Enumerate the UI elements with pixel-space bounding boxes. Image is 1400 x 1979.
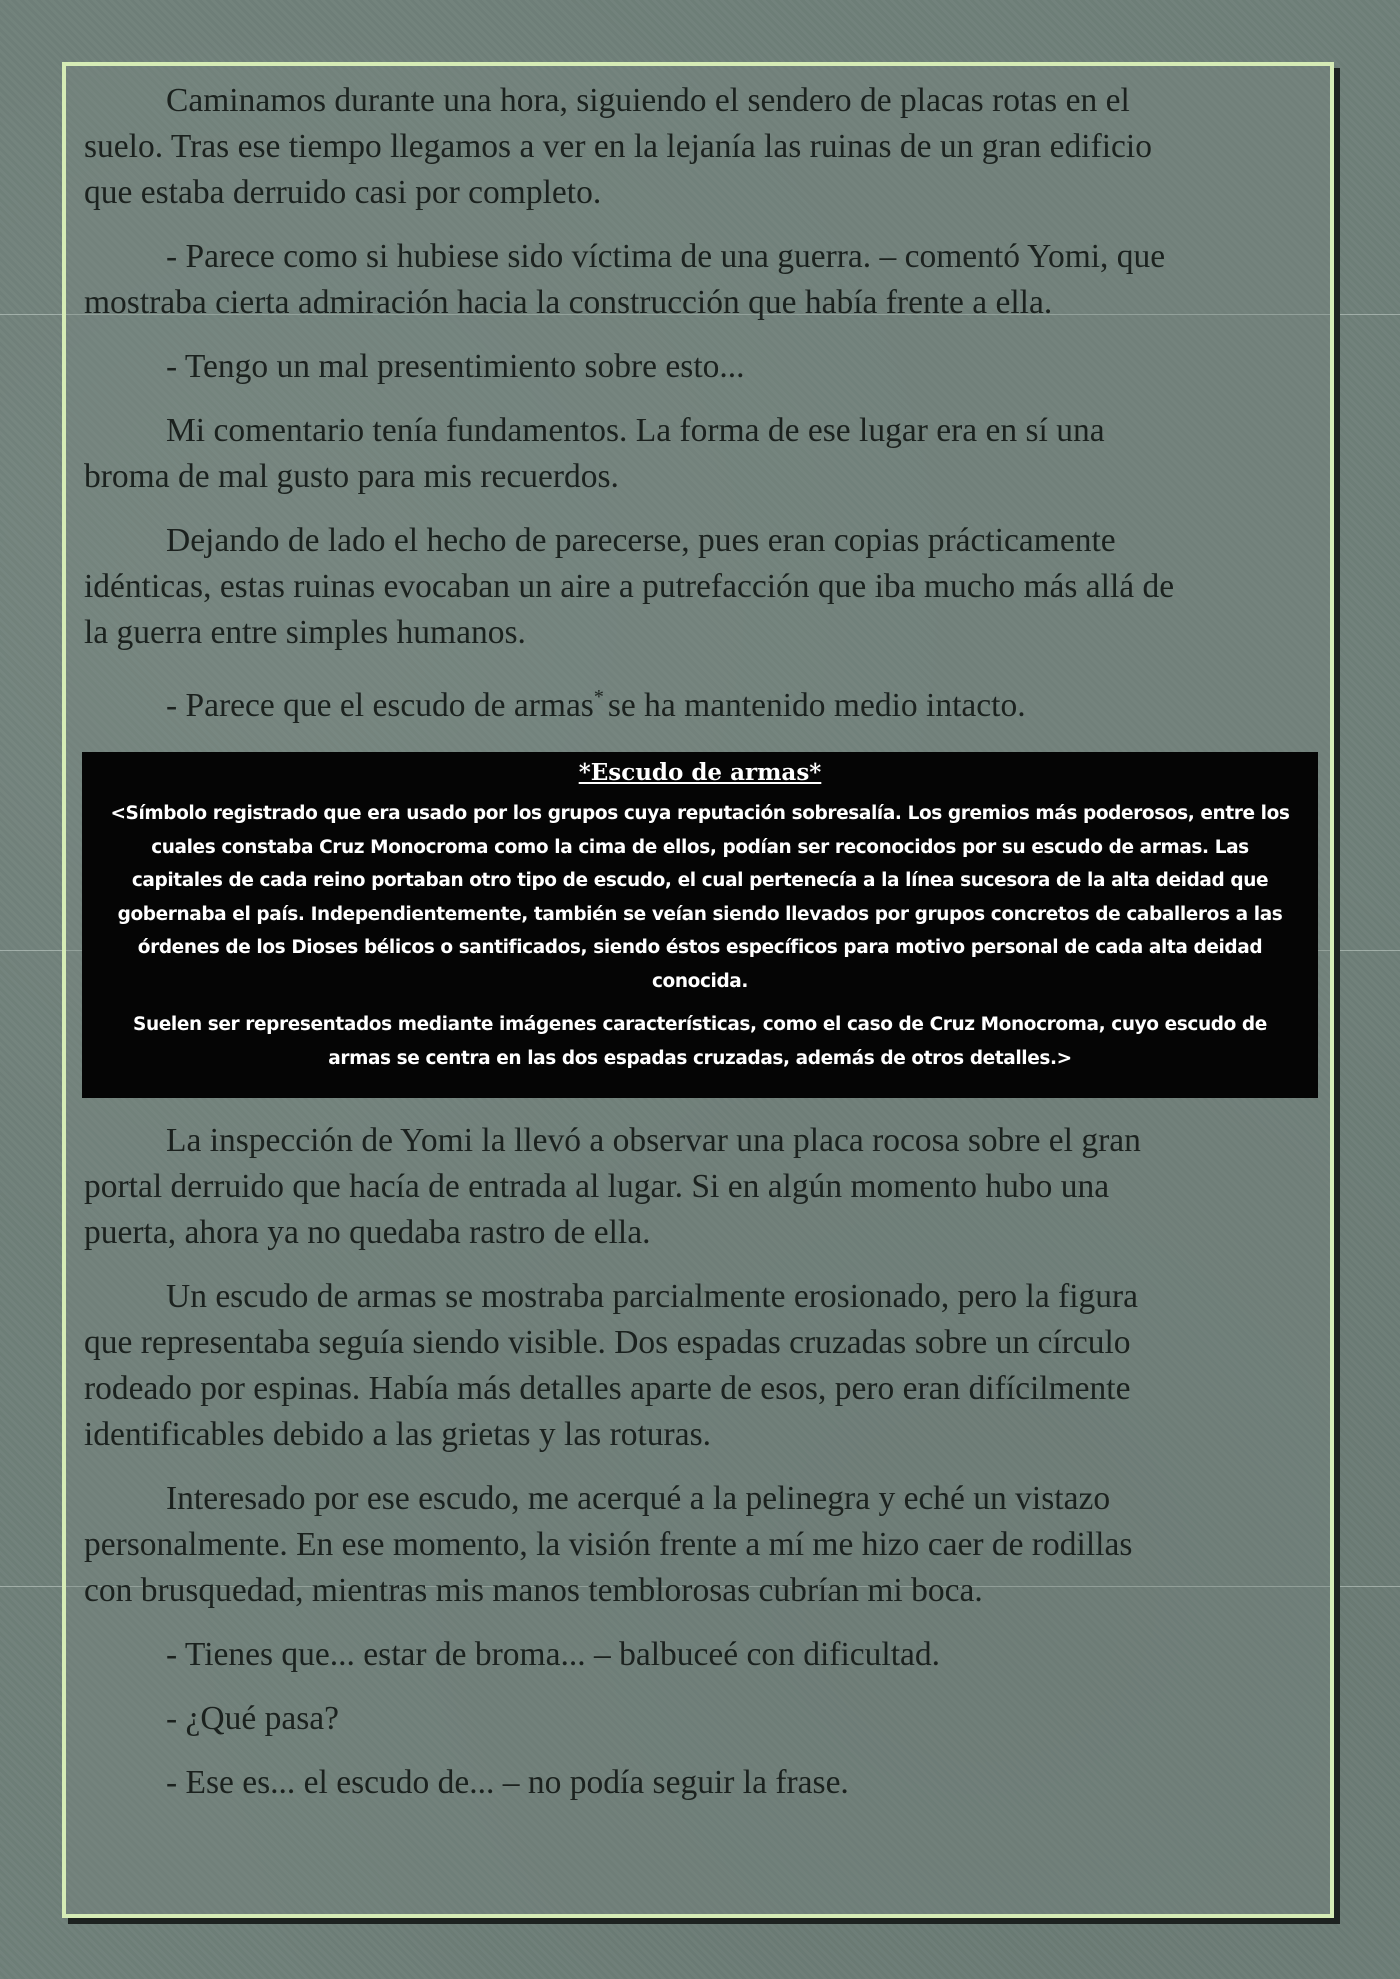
footnote-line: órdenes de los Dioses bélicos o santificados, siendo éstos específicos para motivo personal de cada alta deidad [137, 937, 1263, 958]
text-line: - Parece como si hubiese sido víctima de una guerra. – comentó Yomi, que [166, 238, 1166, 275]
text-line: portal derruido que hacía de entrada al lugar. Si en algún momento hubo una [84, 1168, 1110, 1205]
footnote-line: capitales de cada reino portaban otro tipo de escudo, el cual pertenecía a la línea sucesora de la alta deidad que [131, 870, 1269, 891]
footnote-line: Suelen ser representados mediante imágenes características, como el caso de Cruz Monocroma, cuyo escudo de [133, 1014, 1267, 1035]
text-line: identificables debido a las grietas y las roturas. [84, 1416, 711, 1453]
text-line: Un escudo de armas se mostraba parcialmente erosionado, pero la figura [166, 1278, 1139, 1315]
footnote-line: <Símbolo registrado que era usado por los grupos cuya reputación sobresalía. Los gremios más poderosos, entre los [110, 803, 1290, 824]
text-line: puerta, ahora ya no quedaba rastro de ella. [84, 1214, 651, 1251]
escudo-line-before: - Parece que el escudo de armas [166, 687, 594, 724]
footnote-paragraph [90, 797, 1310, 998]
footnote-line: gobernaba el país. Independientemente, también se veían siendo llevados por grupos concretos de caballeros a las [117, 903, 1283, 925]
text-line: Caminamos durante una hora, siguiendo el sendero de placas rotas en el [166, 82, 1130, 119]
paragraph [84, 1632, 1324, 1678]
story-text-bottom [84, 1118, 1324, 1824]
text-line: la guerra entre simples humanos. [84, 614, 526, 651]
footnote-line: armas se centra en las dos espadas cruzadas, además de otros detalles.> [328, 1047, 1072, 1069]
story-text-top [84, 78, 1324, 747]
footnote-line: cuales constaba Cruz Monocroma como la cima de ellos, podían ser reconocidos por su escudo de armas. Las [151, 836, 1249, 858]
footnote-line: conocida. [651, 970, 749, 992]
text-line: La inspección de Yomi la llevó a observar una placa rocosa sobre el gran [166, 1122, 1141, 1159]
text-line: - ¿Qué pasa? [166, 1700, 339, 1737]
text-line: mostraba cierta admiración hacia la construcción que había frente a ella. [84, 284, 1053, 321]
paragraph [84, 78, 1324, 216]
text-line: rodeado por espinas. Había más detalles aparte de esos, pero eran difícilmente [84, 1370, 1131, 1407]
text-line: personalmente. En ese momento, la visión frente a mí me hizo caer de rodillas [84, 1526, 1133, 1563]
text-line: - Tengo un mal presentimiento sobre esto... [166, 348, 745, 385]
paragraph [84, 408, 1324, 500]
text-line: que estaba derruido casi por completo. [84, 174, 602, 211]
footnote-paragraph [90, 1008, 1310, 1075]
paragraph [84, 1274, 1324, 1458]
paragraph [84, 1760, 1324, 1806]
footnote-title: *Escudo de armas* [578, 759, 822, 786]
text-line: suelo. Tras ese tiempo llegamos a ver en la lejanía las ruinas de un gran edificio [84, 128, 1152, 165]
text-line: - Ese es... el escudo de... – no podía seguir la frase. [166, 1764, 849, 1801]
text-line [84, 674, 1324, 729]
paragraph [84, 1118, 1324, 1256]
text-line: Mi comentario tenía fundamentos. La forma de ese lugar era en sí una [166, 412, 1105, 449]
escudo-line-after: se ha mantenido medio intacto. [607, 687, 1026, 724]
footnote-mark: * [593, 686, 604, 708]
footnote-box [82, 752, 1318, 1098]
paragraph [84, 674, 1324, 729]
paragraph [84, 234, 1324, 326]
text-line: Interesado por ese escudo, me acerqué a la pelinegra y eché un vistazo [166, 1480, 1111, 1517]
text-line: idénticas, estas ruinas evocaban un aire a putrefacción que iba mucho más allá de [84, 568, 1175, 605]
paragraph [84, 1696, 1324, 1742]
paragraph [84, 1476, 1324, 1614]
text-line: broma de mal gusto para mis recuerdos. [84, 458, 619, 495]
text-line: - Tienes que... estar de broma... – balbuceé con dificultad. [166, 1636, 941, 1673]
text-line: con brusquedad, mientras mis manos temblorosas cubrían mi boca. [84, 1572, 983, 1609]
text-line: que representaba seguía siendo visible. Dos espadas cruzadas sobre un círculo [84, 1324, 1131, 1361]
paragraph [84, 518, 1324, 656]
text-line: Dejando de lado el hecho de parecerse, pues eran copias prácticamente [166, 522, 1116, 559]
paragraph [84, 344, 1324, 390]
